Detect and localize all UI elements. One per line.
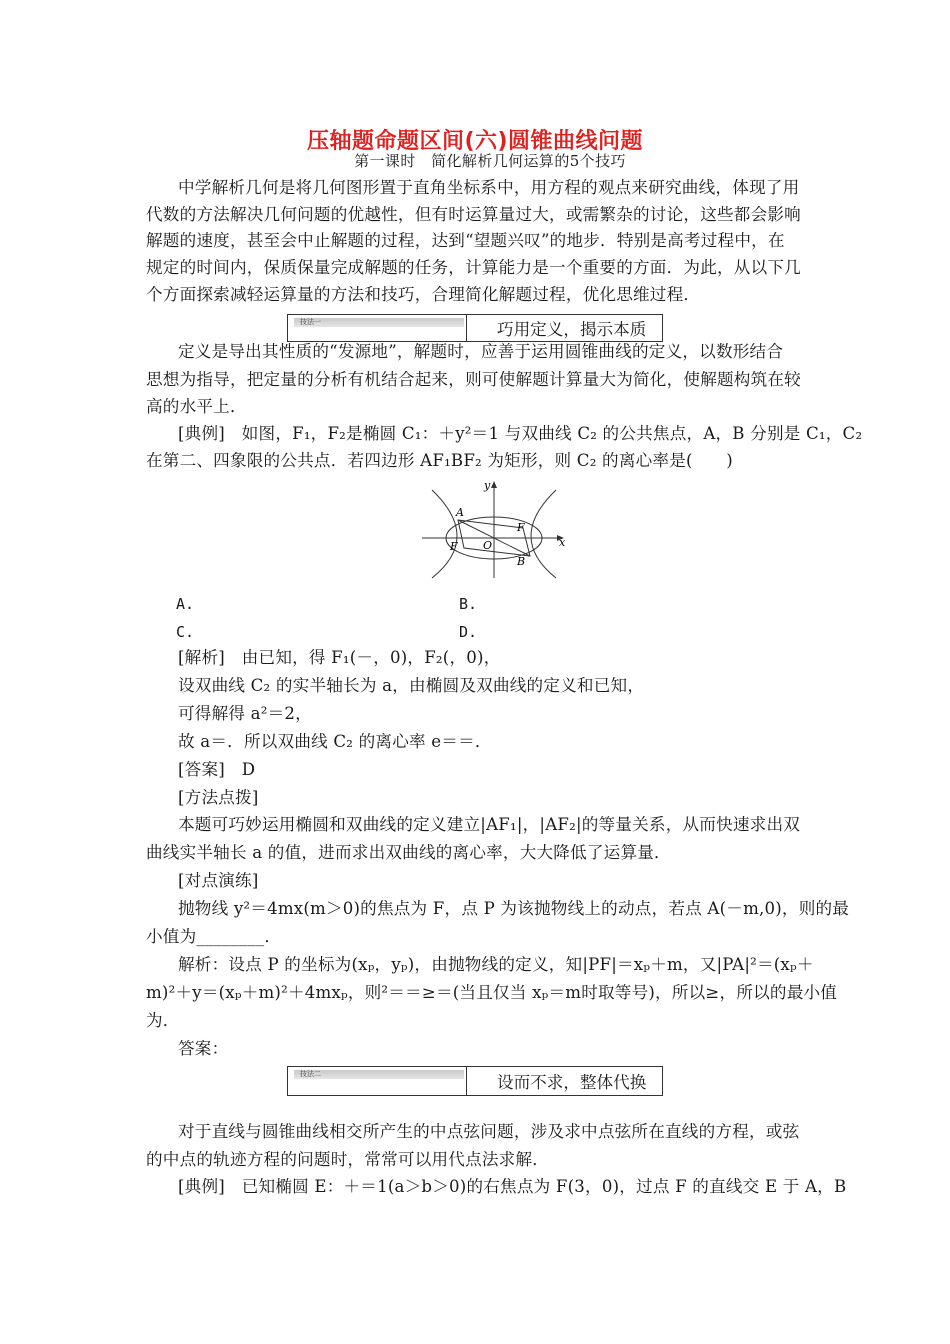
definition-line: 定义是导出其性质的“发源地”，解题时，应善于运用圆锥曲线的定义，以数形结合 <box>178 342 784 361</box>
label-f1: F <box>450 540 458 553</box>
method-label: [方法点拨] <box>178 788 259 807</box>
practice-line: 小值为________． <box>146 927 282 946</box>
solution-line: 故 a＝．所以双曲线 C₂ 的离心率 e＝＝． <box>178 732 492 751</box>
intro-line: 解题的速度，甚至会中止解题的过程，达到“望题兴叹”的地步．特别是高考过程中，在 <box>146 231 785 250</box>
technique-caption: 巧用定义，揭示本质 <box>497 320 647 339</box>
hyperbola-left-branch <box>432 490 457 578</box>
practice-solution-line: 为． <box>146 1011 180 1030</box>
solution-line: 可得解得 a²＝2， <box>178 704 312 723</box>
method-line: 本题可巧妙运用椭圆和双曲线的定义建立|AF₁|，|AF₂|的等量关系，从而快速求出双 <box>178 815 801 834</box>
label-origin: O <box>483 539 493 552</box>
practice-answer: 答案： <box>178 1039 229 1058</box>
intro-line: 中学解析几何是将几何图形置于直角坐标系中，用方程的观点来研究曲线，体现了用 <box>178 178 800 197</box>
technique-tag <box>288 315 467 341</box>
practice-solution-line: m)²＋y＝(xₚ＋m)²＋4mxₚ，则²＝＝≥＝(当且仅当 xₚ＝m时取等号)，所以≥，所以的最小值 <box>146 983 838 1002</box>
intro-line: 规定的时间内，保质保量完成解题的任务，计算能力是一个重要的方面．为此，从以下几 <box>146 258 801 277</box>
technique-tag <box>288 1067 467 1095</box>
label-x: x <box>559 536 566 549</box>
option-d: D. <box>459 623 478 641</box>
midpoint-line: 的中点的轨迹方程的问题时，常常可以用代点法求解． <box>146 1150 550 1169</box>
intro-line: 个方面探索减轻运算量的方法和技巧，合理简化解题过程，优化思维过程． <box>146 285 701 304</box>
solution-line: 设双曲线 C₂ 的实半轴长为 a，由椭圆及双曲线的定义和已知， <box>178 676 645 695</box>
definition-line: 思想为指导，把定量的分析有机结合起来，则可使解题计算量大为简化，使解题构筑在较 <box>146 370 801 389</box>
example-1-line: [典例] 如图，F₁，F₂是椭圆 C₁：＋y²＝1 与双曲线 C₂ 的公共焦点，A，B 分别是 C₁，C₂ <box>178 424 863 443</box>
page-title: 压轴题命题区间(六)圆锥曲线问题 <box>306 129 644 154</box>
label-a: A <box>456 506 464 519</box>
definition-line: 高的水平上． <box>146 397 247 416</box>
midpoint-line: 对于直线与圆锥曲线相交所产生的中点弦问题，涉及求中点弦所在直线的方程，或弦 <box>178 1122 800 1141</box>
method-line: 曲线实半轴长 a 的值，进而求出双曲线的离心率，大大降低了运算量． <box>146 843 671 862</box>
option-b: B. <box>459 595 478 613</box>
technique-tag-label: 技法二 <box>300 1070 321 1078</box>
example-1-line: 在第二、四象限的公共点．若四边形 AF₁BF₂ 为矩形，则 C₂ 的离心率是( ) <box>146 451 733 470</box>
example-2-line: [典例] 已知椭圆 E：＋＝1(a＞b＞0)的右焦点为 F(3，0)，过点 F 的直线交 E 于 A，B <box>178 1177 847 1196</box>
technique-caption: 设而不求，整体代换 <box>497 1073 647 1092</box>
practice-solution-line: 解析：设点 P 的坐标为(xₚ，yₚ)，由抛物线的定义，知|PF|＝xₚ＋m，又|PA|²＝(xₚ＋ <box>178 955 814 974</box>
solution-line: [解析] 由已知，得 F₁(－，0)，F₂(，0)， <box>178 648 501 667</box>
page-subtitle: 第一课时 简化解析几何运算的5个技巧 <box>354 152 626 170</box>
technique-2-box <box>287 1066 663 1096</box>
intro-line: 代数的方法解决几何问题的优越性，但有时运算量过大，或需繁杂的讨论，这些都会影响 <box>146 205 801 224</box>
label-y: y <box>484 479 491 492</box>
label-f2: F <box>517 521 525 534</box>
answer-line: [答案] D <box>178 760 256 779</box>
technique-tag-label: 技法一 <box>300 318 321 326</box>
y-axis-arrow <box>491 481 497 488</box>
hyperbola-right-branch <box>531 490 556 578</box>
label-b: B <box>517 555 526 568</box>
technique-1-box <box>287 314 663 342</box>
practice-label: [对点演练] <box>178 871 259 890</box>
ellipse-hyperbola-figure <box>420 478 570 582</box>
option-a: A. <box>176 595 195 613</box>
practice-line: 抛物线 y²＝4mx(m＞0)的焦点为 F，点 P 为该抛物线上的动点，若点 A(－m,0)，则的最 <box>178 899 850 918</box>
option-c: C. <box>176 623 195 641</box>
